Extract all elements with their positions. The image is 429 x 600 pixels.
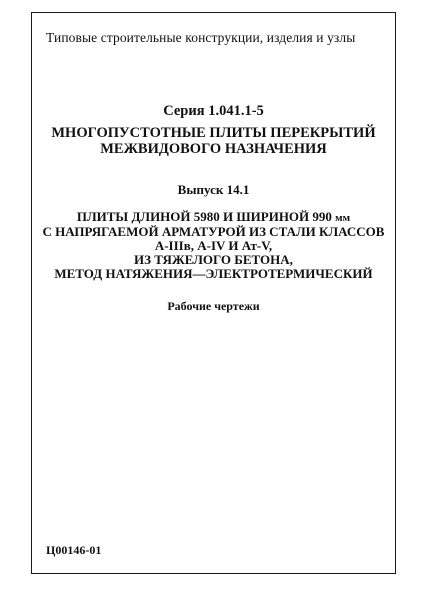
issue-desc-line-5: МЕТОД НАТЯЖЕНИЯ—ЭЛЕКТРОТЕРМИЧЕСКИЙ — [54, 266, 373, 281]
working-drawings-label: Рабочие чертежи — [167, 299, 260, 313]
collection-header: Типовые строительные конструкции, изделия и узлы — [46, 30, 356, 45]
document-code: Ц00146-01 — [46, 543, 102, 557]
title-line-2: МЕЖВИДОВОГО НАЗНАЧЕНИЯ — [100, 141, 327, 157]
issue-desc-line-1 — [31, 210, 396, 225]
issue-desc-line-2: С НАПРЯГАЕМОЙ АРМАТУРОЙ ИЗ СТАЛИ КЛАССОВ — [42, 224, 385, 239]
page-border-frame — [31, 12, 396, 574]
document-title — [31, 125, 396, 157]
issue-number: Выпуск 14.1 — [177, 182, 250, 197]
series-number: Серия 1.041.1-5 — [163, 103, 264, 119]
issue-desc-line-1-main: ПЛИТЫ ДЛИНОЙ 5980 И ШИРИНОЙ 990 — [76, 209, 336, 224]
title-line-1: МНОГОПУСТОТНЫЕ ПЛИТЫ ПЕРЕКРЫТИЙ — [51, 125, 376, 141]
issue-desc-line-3: А-IIIв, А-IV И Ат-V, — [154, 238, 273, 253]
issue-desc-unit: мм — [335, 212, 351, 224]
issue-desc-line-4: ИЗ ТЯЖЕЛОГО БЕТОНА, — [134, 252, 293, 267]
issue-description — [31, 210, 396, 281]
